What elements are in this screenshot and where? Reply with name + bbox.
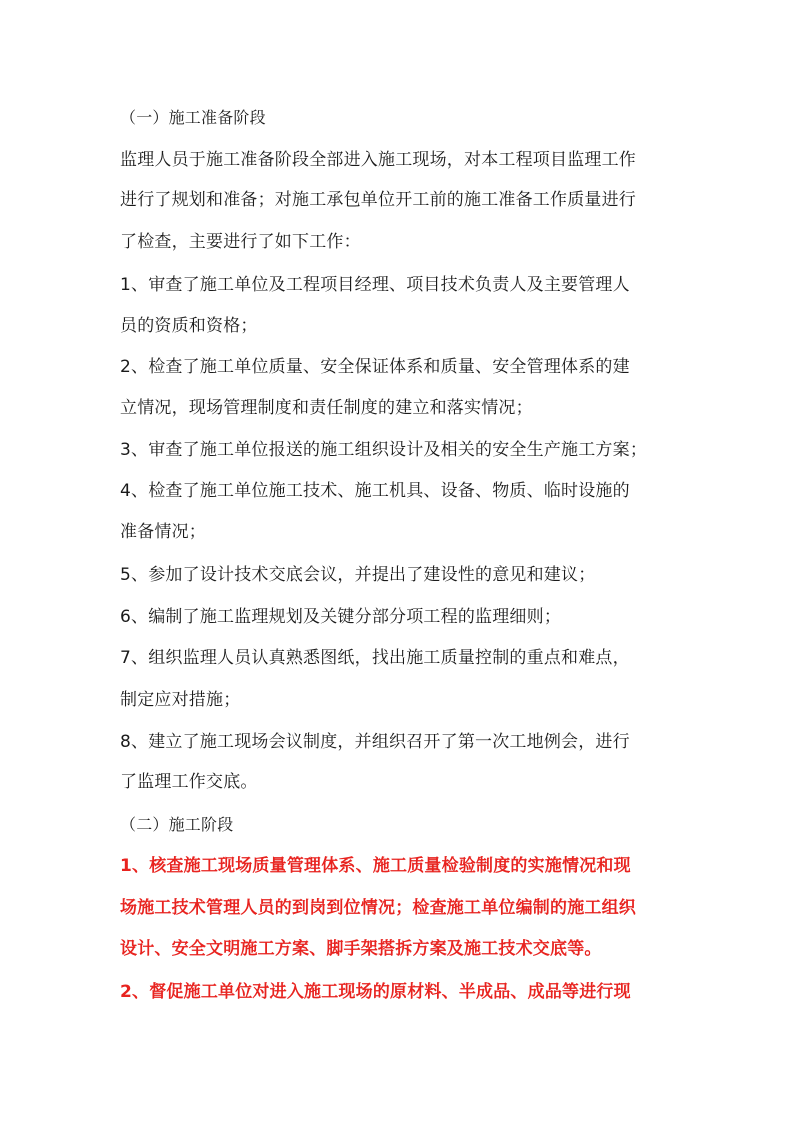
prep-item-7-line: 7、组织监理人员认真熟悉图纸，找出施工质量控制的重点和难点， bbox=[120, 648, 630, 668]
section-2-heading: （二）施工阶段 bbox=[120, 815, 234, 834]
prep-item-4-line: 准备情况； bbox=[120, 522, 206, 542]
construction-item-2-line: 2、督促施工单位对进入施工现场的原材料、半成品、成品等进行现 bbox=[120, 982, 631, 1002]
prep-item-5-line: 5、参加了设计技术交底会议，并提出了建设性的意见和建议； bbox=[120, 565, 596, 585]
prep-item-3-line: 3、审查了施工单位报送的施工组织设计及相关的安全生产施工方案； bbox=[120, 440, 648, 460]
construction-item-1-line: 1、核查施工现场质量管理体系、施工质量检验制度的实施情况和现 bbox=[120, 856, 631, 876]
prep-item-1-line: 员的资质和资格； bbox=[120, 316, 258, 336]
section-1-intro-line: 进行了规划和准备；对施工承包单位开工前的施工准备工作质量进行 bbox=[120, 190, 636, 210]
prep-item-2-line: 立情况，现场管理制度和责任制度的建立和落实情况； bbox=[120, 398, 533, 418]
prep-item-1-line: 1、审查了施工单位及工程项目经理、项目技术负责人及主要管理人 bbox=[120, 275, 630, 295]
section-1-intro-line: 监理人员于施工准备阶段全部进入施工现场，对本工程项目监理工作 bbox=[120, 150, 636, 170]
prep-item-4-line: 4、检查了施工单位施工技术、施工机具、设备、物质、临时设施的 bbox=[120, 481, 630, 501]
construction-item-1-line: 设计、安全文明施工方案、脚手架搭拆方案及施工技术交底等。 bbox=[120, 939, 602, 959]
prep-item-8-line: 8、建立了施工现场会议制度，并组织召开了第一次工地例会，进行 bbox=[120, 732, 630, 752]
section-1-intro-line: 了检查，主要进行了如下工作： bbox=[120, 232, 361, 252]
prep-item-8-line: 了监理工作交底。 bbox=[120, 772, 258, 792]
construction-item-1-line: 场施工技术管理人员的到岗到位情况；检查施工单位编制的施工组织 bbox=[120, 898, 636, 918]
section-1-heading: （一）施工准备阶段 bbox=[120, 108, 266, 127]
prep-item-2-line: 2、检查了施工单位质量、安全保证体系和质量、安全管理体系的建 bbox=[120, 357, 630, 377]
prep-item-6-line: 6、编制了施工监理规划及关键分部分项工程的监理细则； bbox=[120, 607, 562, 627]
prep-item-7-line: 制定应对措施； bbox=[120, 690, 241, 710]
